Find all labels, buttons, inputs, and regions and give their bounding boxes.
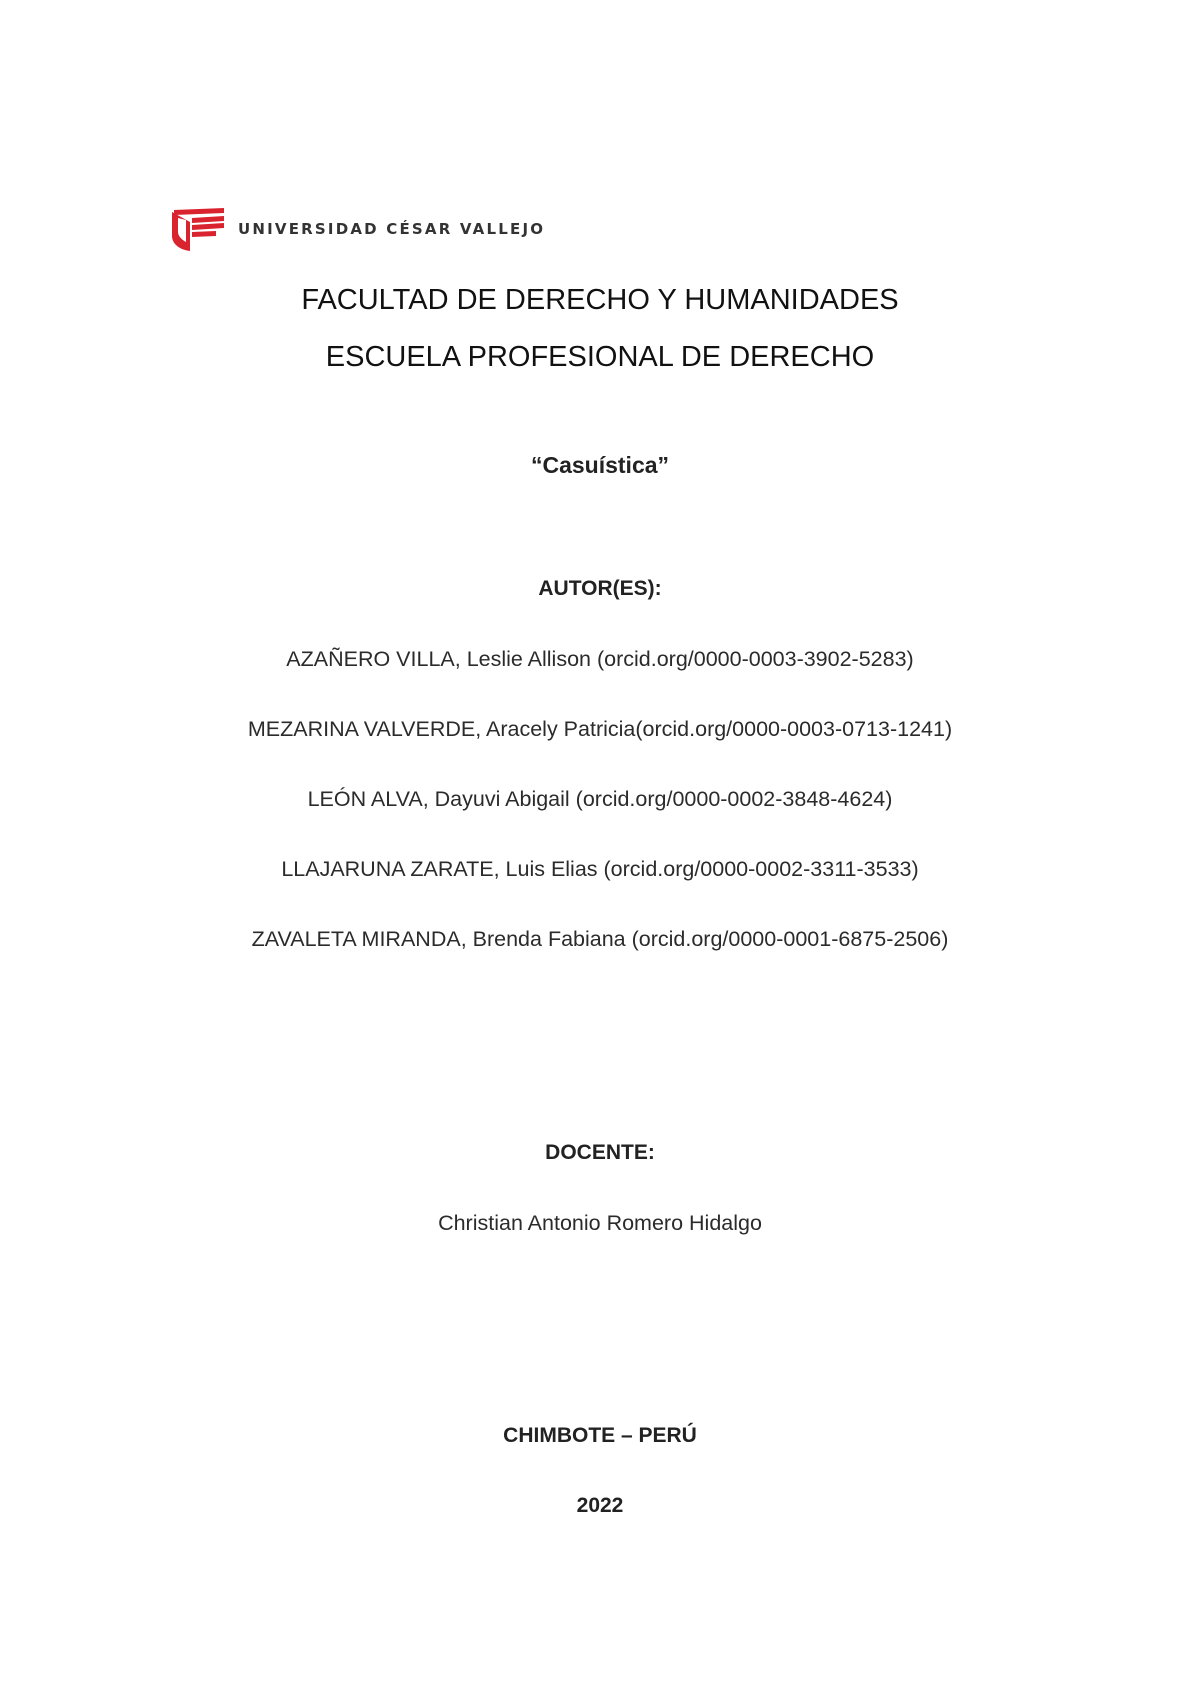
author-line: LLAJARUNA ZARATE, Luis Elias (orcid.org/0000-0002-3311-3533) xyxy=(281,857,919,881)
authors-label: AUTOR(ES): xyxy=(538,577,662,600)
author-line: LEÓN ALVA, Dayuvi Abigail (orcid.org/0000-0002-3848-4624) xyxy=(307,787,893,811)
author-line: MEZARINA VALVERDE, Aracely Patricia(orcid.org/0000-0003-0713-1241) xyxy=(247,717,953,741)
school-heading: ESCUELA PROFESIONAL DE DERECHO xyxy=(325,341,875,373)
faculty-heading: FACULTAD DE DERECHO Y HUMANIDADES xyxy=(301,284,899,316)
university-logo xyxy=(170,206,545,252)
ucv-crest-icon xyxy=(170,206,226,252)
place-label: CHIMBOTE – PERÚ xyxy=(503,1424,697,1447)
year-label: 2022 xyxy=(576,1494,624,1517)
document-title: “Casuística” xyxy=(530,452,670,478)
teacher-label: DOCENTE: xyxy=(545,1141,655,1164)
author-line: ZAVALETA MIRANDA, Brenda Fabiana (orcid.org/0000-0001-6875-2506) xyxy=(251,927,949,951)
author-line: AZAÑERO VILLA, Leslie Allison (orcid.org/0000-0003-3902-5283) xyxy=(286,647,914,671)
university-name: UNIVERSIDAD CÉSAR VALLEJO xyxy=(238,220,546,238)
teacher-name: Christian Antonio Romero Hidalgo xyxy=(438,1211,762,1235)
